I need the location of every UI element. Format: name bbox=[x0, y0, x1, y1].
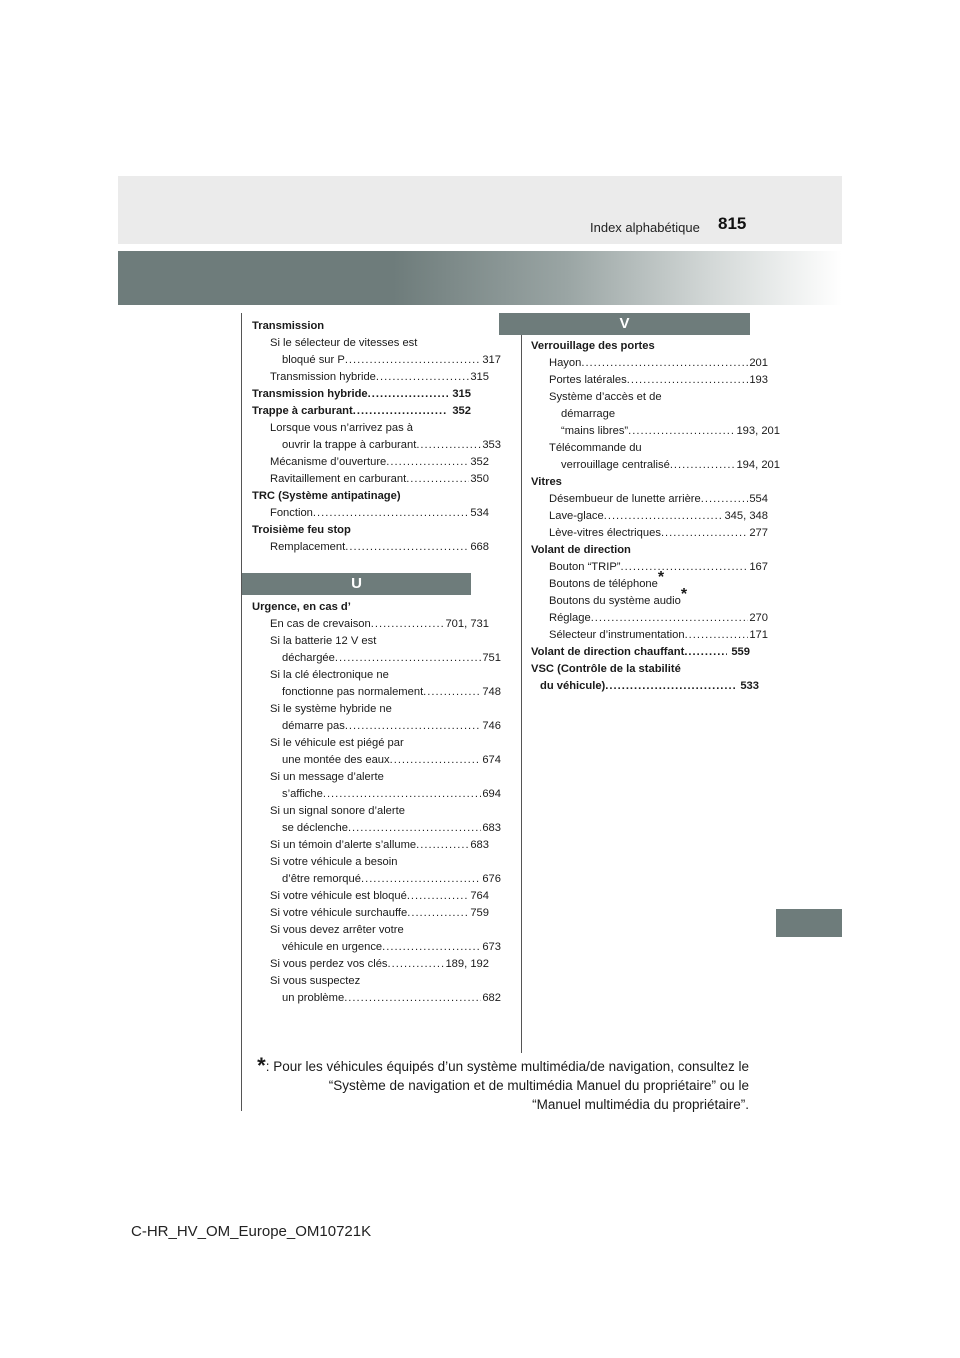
page-reference: 533 bbox=[740, 680, 759, 692]
page-reference: 759 bbox=[470, 907, 489, 919]
dot-leader bbox=[345, 718, 482, 735]
dot-leader bbox=[348, 820, 481, 837]
dot-leader bbox=[581, 355, 748, 372]
index-entry-text: une montée des eaux bbox=[282, 754, 390, 766]
index-entry-text: Si le système hybride ne bbox=[270, 703, 392, 715]
page-reference: 751 bbox=[482, 652, 501, 664]
index-entry-text: Volant de direction chauffant bbox=[531, 646, 685, 658]
index-entry bbox=[252, 854, 471, 871]
index-entry-text: Ravitaillement en carburant bbox=[270, 473, 407, 485]
index-entry-text: Si un message d’alerte bbox=[270, 771, 384, 783]
dot-leader bbox=[390, 752, 482, 769]
index-entry bbox=[531, 559, 768, 576]
index-entry-text: ouvrir la trappe à carburant bbox=[282, 439, 417, 451]
index-entry bbox=[531, 423, 780, 440]
page-reference: 193, 201 bbox=[736, 425, 780, 437]
dot-leader bbox=[685, 627, 749, 644]
dot-leader bbox=[345, 539, 469, 556]
index-entry-text: démarre pas bbox=[282, 720, 345, 732]
index-entry-text: véhicule en urgence bbox=[282, 941, 383, 953]
index-entry-text: se déclenche bbox=[282, 822, 348, 834]
index-entry bbox=[531, 610, 768, 627]
page-number: 815 bbox=[718, 214, 747, 233]
index-entry-text: Transmission hybride bbox=[270, 371, 376, 383]
page-reference: 315 bbox=[452, 388, 471, 400]
dot-leader bbox=[323, 786, 481, 803]
section-title: Index alphabétique bbox=[590, 220, 700, 235]
index-entry-text: démarrage bbox=[561, 408, 616, 420]
index-entry bbox=[252, 369, 489, 386]
index-entry bbox=[531, 457, 780, 474]
index-entry bbox=[531, 440, 750, 457]
index-entry-text: verrouillage centralisé bbox=[561, 459, 670, 471]
index-entry bbox=[531, 627, 768, 644]
dot-leader bbox=[376, 369, 469, 386]
page-reference: 554 bbox=[749, 493, 768, 505]
index-entry-text: du véhicule) bbox=[540, 680, 606, 692]
dot-leader bbox=[416, 437, 481, 454]
footnote-star: * bbox=[657, 569, 665, 586]
index-entry-text: bloqué sur P bbox=[282, 354, 345, 366]
index-entry-text: Si le véhicule est piégé par bbox=[270, 737, 404, 749]
chapter-side-tab bbox=[776, 909, 842, 937]
dot-leader bbox=[604, 508, 724, 525]
page-reference: 352 bbox=[452, 405, 471, 417]
index-entry bbox=[531, 508, 768, 525]
dot-leader bbox=[335, 650, 481, 667]
index-entry bbox=[252, 420, 471, 437]
index-entry bbox=[531, 678, 759, 695]
index-entry-text: Urgence, en cas d’ bbox=[252, 601, 351, 613]
index-entry-text: Si votre véhicule est bloqué bbox=[270, 890, 407, 902]
page-reference: 317 bbox=[482, 354, 501, 366]
dot-leader bbox=[684, 644, 727, 661]
page-reference: 167 bbox=[749, 561, 768, 573]
footnote-line-1: : Pour les véhicules équipés d’un système multimédia/de navigation, consultez le bbox=[265, 1059, 749, 1074]
index-entry bbox=[531, 586, 750, 610]
index-entry-text: Boutons du système audio bbox=[549, 595, 681, 607]
page-reference: 171 bbox=[749, 629, 768, 641]
dot-leader bbox=[423, 684, 481, 701]
index-entry-text: Système d’accès et de bbox=[549, 391, 662, 403]
index-entry-text: Transmission hybride bbox=[252, 388, 368, 400]
index-entry bbox=[252, 650, 501, 667]
index-entry bbox=[531, 661, 750, 678]
index-entry bbox=[252, 769, 471, 786]
page-reference: 189, 192 bbox=[445, 958, 489, 970]
index-entry bbox=[252, 318, 471, 335]
dot-leader bbox=[591, 610, 749, 627]
page-reference: 683 bbox=[482, 822, 501, 834]
index-entry bbox=[252, 403, 471, 420]
dot-leader bbox=[661, 525, 748, 542]
index-entry bbox=[252, 437, 501, 454]
page-reference: 701, 731 bbox=[445, 618, 489, 630]
dot-leader bbox=[368, 386, 449, 403]
index-entry bbox=[252, 667, 471, 684]
index-entry bbox=[252, 352, 501, 369]
index-entry-text: Trappe à carburant bbox=[252, 405, 353, 417]
dot-leader bbox=[406, 471, 469, 488]
index-entry bbox=[531, 474, 750, 491]
index-entry bbox=[252, 888, 489, 905]
dot-leader bbox=[353, 403, 449, 420]
index-entry bbox=[252, 684, 501, 701]
footnote bbox=[252, 1053, 749, 1114]
index-entry-text: Portes latérales bbox=[549, 374, 627, 386]
index-entry bbox=[252, 454, 489, 471]
index-entry-text: TRC (Système antipatinage) bbox=[252, 490, 401, 502]
dot-leader bbox=[701, 491, 749, 508]
index-entry-text: Sélecteur d’instrumentation bbox=[549, 629, 685, 641]
page-reference: 193 bbox=[749, 374, 768, 386]
index-list-t bbox=[252, 318, 501, 556]
index-entry bbox=[252, 335, 471, 352]
index-entry bbox=[531, 355, 768, 372]
index-entry bbox=[252, 633, 471, 650]
dot-leader bbox=[382, 939, 481, 956]
page-reference: 345, 348 bbox=[724, 510, 768, 522]
index-entry bbox=[252, 820, 501, 837]
index-entry bbox=[531, 542, 750, 559]
index-entry bbox=[531, 406, 750, 423]
index-entry-text: déchargée bbox=[282, 652, 335, 664]
index-entry bbox=[252, 939, 501, 956]
index-entry-text: Télécommande du bbox=[549, 442, 642, 454]
dot-leader bbox=[407, 905, 469, 922]
dot-leader bbox=[313, 505, 469, 522]
page-reference: 352 bbox=[470, 456, 489, 468]
index-entry bbox=[531, 644, 750, 661]
footnote-line-3: “Manuel multimédia du propriétaire”. bbox=[532, 1097, 749, 1112]
chapter-band bbox=[118, 251, 842, 305]
index-entry-text: fonctionne pas normalement bbox=[282, 686, 424, 698]
index-entry-text: En cas de crevaison bbox=[270, 618, 371, 630]
index-entry-text: “mains libres” bbox=[561, 425, 629, 437]
index-entry-text: Volant de direction bbox=[531, 544, 631, 556]
index-entry bbox=[252, 471, 489, 488]
index-entry bbox=[252, 718, 501, 735]
index-entry bbox=[252, 599, 471, 616]
dot-leader bbox=[371, 616, 445, 633]
dot-leader bbox=[627, 372, 749, 389]
index-entry-text: Si vous suspectez bbox=[270, 975, 361, 987]
footnote-line-2: “Système de navigation et de multimédia Manuel du propriétaire” ou le bbox=[328, 1078, 749, 1093]
index-entry bbox=[252, 956, 489, 973]
page-reference: 694 bbox=[482, 788, 501, 800]
index-entry bbox=[531, 569, 750, 593]
index-list-v bbox=[531, 338, 780, 695]
index-entry bbox=[252, 701, 471, 718]
dot-leader bbox=[621, 559, 749, 576]
page-reference: 668 bbox=[470, 541, 489, 553]
dot-leader bbox=[670, 457, 736, 474]
dot-leader bbox=[416, 837, 469, 854]
index-entry-text: Si la batterie 12 V est bbox=[270, 635, 377, 647]
dot-leader bbox=[388, 956, 445, 973]
index-entry-text: un problème bbox=[282, 992, 345, 1004]
footnote-star: * bbox=[680, 586, 688, 603]
page-reference: 534 bbox=[470, 507, 489, 519]
index-entry bbox=[252, 973, 471, 990]
index-entry-text: Désembueur de lunette arrière bbox=[549, 493, 701, 505]
dot-leader bbox=[628, 423, 735, 440]
dot-leader bbox=[407, 888, 470, 905]
index-entry bbox=[531, 338, 750, 355]
index-entry-text: Fonction bbox=[270, 507, 313, 519]
page-reference: 559 bbox=[731, 646, 750, 658]
index-entry-text: Boutons de téléphone bbox=[549, 578, 658, 590]
page-reference: 682 bbox=[482, 992, 501, 1004]
index-entry-text: Troisième feu stop bbox=[252, 524, 351, 536]
index-entry-text: Vitres bbox=[531, 476, 562, 488]
index-entry bbox=[252, 871, 501, 888]
index-entry bbox=[252, 505, 489, 522]
index-entry-text: d’être remorqué bbox=[282, 873, 361, 885]
middle-column-rule bbox=[521, 313, 522, 1053]
index-entry-text: s’affiche bbox=[282, 788, 323, 800]
dot-leader bbox=[361, 871, 481, 888]
index-entry-text: Si un signal sonore d’alerte bbox=[270, 805, 405, 817]
index-entry-text: Réglage bbox=[549, 612, 591, 624]
footnote-star: * bbox=[257, 1053, 266, 1078]
page-reference: 201 bbox=[749, 357, 768, 369]
dot-leader bbox=[605, 678, 736, 695]
index-entry-text: Si votre véhicule a besoin bbox=[270, 856, 398, 868]
page-reference: 315 bbox=[470, 371, 489, 383]
index-entry bbox=[531, 389, 750, 406]
index-entry bbox=[252, 735, 471, 752]
index-entry-text: Si vous perdez vos clés bbox=[270, 958, 388, 970]
index-entry-text: Si vous devez arrêter votre bbox=[270, 924, 404, 936]
index-entry-text: Lorsque vous n’arrivez pas à bbox=[270, 422, 414, 434]
index-entry-text: Mécanisme d’ouverture bbox=[270, 456, 387, 468]
index-entry bbox=[252, 990, 501, 1007]
index-entry-text: Transmission bbox=[252, 320, 325, 332]
index-entry-text: Lave-glace bbox=[549, 510, 604, 522]
index-entry-text: VSC (Contrôle de la stabilité bbox=[531, 663, 681, 675]
page-reference: 674 bbox=[482, 754, 501, 766]
index-entry bbox=[531, 491, 768, 508]
index-entry-text: Si le sélecteur de vitesses est bbox=[270, 337, 418, 349]
index-entry bbox=[531, 372, 768, 389]
page-reference: 350 bbox=[470, 473, 489, 485]
page-reference: 676 bbox=[482, 873, 501, 885]
dot-leader bbox=[345, 352, 482, 369]
page-reference: 194, 201 bbox=[736, 459, 780, 471]
page-reference: 746 bbox=[482, 720, 501, 732]
index-entry-text: Bouton “TRIP” bbox=[549, 561, 621, 573]
index-entry bbox=[252, 616, 489, 633]
page-reference: 683 bbox=[470, 839, 489, 851]
index-entry bbox=[252, 786, 501, 803]
index-entry bbox=[252, 803, 471, 820]
index-entry-text: Si votre véhicule surchauffe bbox=[270, 907, 408, 919]
index-entry bbox=[252, 752, 501, 769]
page-reference: 277 bbox=[749, 527, 768, 539]
index-list-u bbox=[252, 599, 501, 1007]
page-reference: 353 bbox=[482, 439, 501, 451]
index-entry-text: Remplacement bbox=[270, 541, 346, 553]
index-entry-text: Si la clé électronique ne bbox=[270, 669, 389, 681]
index-entry bbox=[252, 386, 471, 403]
dot-leader bbox=[386, 454, 469, 471]
index-entry bbox=[531, 525, 768, 542]
letter-heading-u: U bbox=[242, 573, 471, 595]
index-entry bbox=[252, 488, 471, 505]
index-entry bbox=[252, 837, 489, 854]
dot-leader bbox=[344, 990, 481, 1007]
index-entry-text: Lève-vitres électriques bbox=[549, 527, 661, 539]
letter-heading-v: V bbox=[499, 313, 750, 335]
index-entry-text: Si un témoin d’alerte s’allume bbox=[270, 839, 417, 851]
index-entry-text: Hayon bbox=[549, 357, 582, 369]
page-reference: 748 bbox=[482, 686, 501, 698]
index-entry bbox=[252, 905, 489, 922]
index-entry bbox=[252, 522, 471, 539]
page-reference: 764 bbox=[470, 890, 489, 902]
index-entry-text: Verrouillage des portes bbox=[531, 340, 655, 352]
index-entry bbox=[252, 539, 489, 556]
page-reference: 270 bbox=[749, 612, 768, 624]
document-code: C-HR_HV_OM_Europe_OM10721K bbox=[131, 1223, 372, 1240]
index-entry bbox=[252, 922, 471, 939]
page-reference: 673 bbox=[482, 941, 501, 953]
left-column-rule bbox=[241, 313, 242, 1111]
